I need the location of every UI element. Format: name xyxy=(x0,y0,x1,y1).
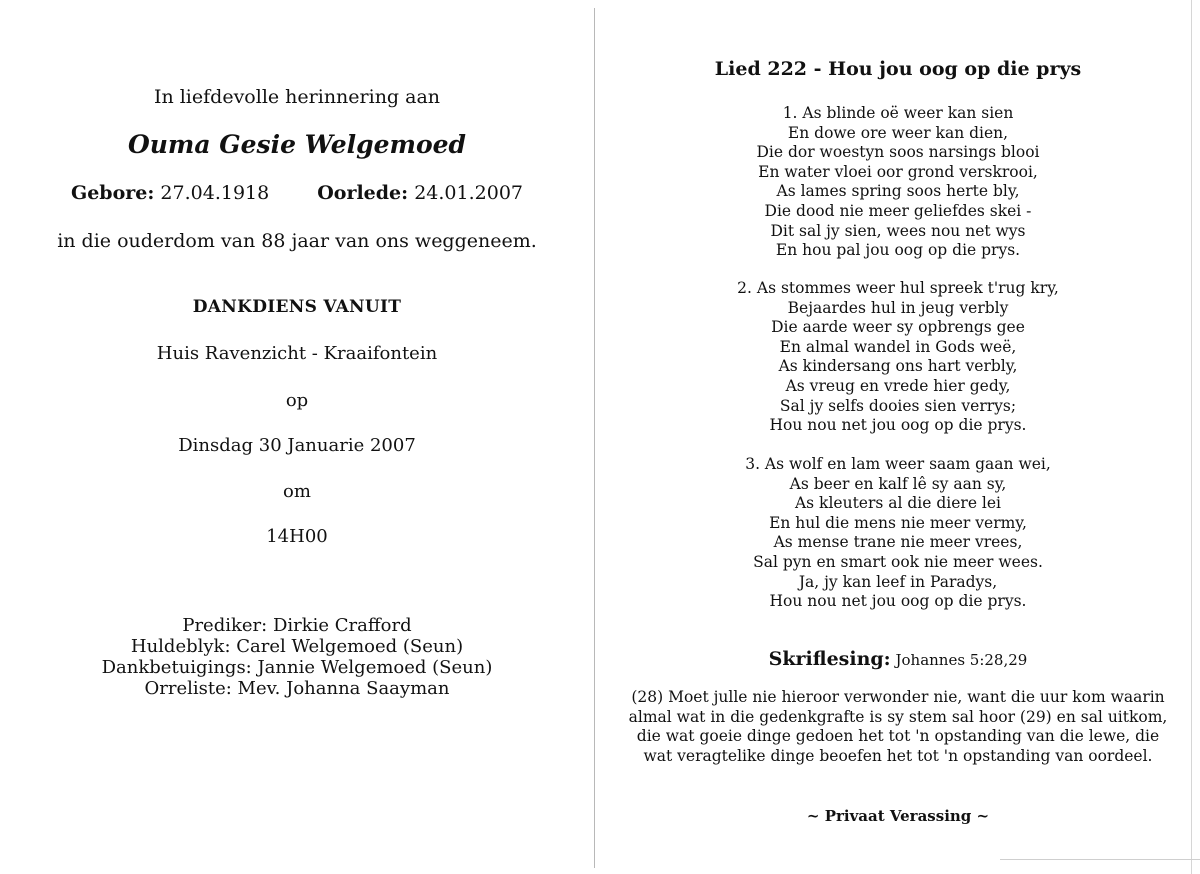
reading-label: Skriflesing: xyxy=(768,648,891,670)
verse-2 xyxy=(596,279,1200,436)
verse-line: As kleuters al die diere lei xyxy=(794,494,1002,513)
passage-line: die wat goeie dinge gedoen het tot 'n opstanding van die lewe, die xyxy=(636,727,1160,746)
verse-line: Hou nou net jou oog op die prys. xyxy=(769,592,1027,611)
verse-line: En hou pal jou oog op die prys. xyxy=(775,241,1021,260)
verse-line: En water vloei oor grond verskrooi, xyxy=(758,162,1038,181)
service-date: Dinsdag 30 Januarie 2007 xyxy=(178,435,416,456)
deceased-name: Ouma Gesie Welgemoed xyxy=(127,130,467,159)
op-word: op xyxy=(285,390,309,411)
roles-list xyxy=(0,615,594,699)
verse-line: Hou nou net jou oog op die prys. xyxy=(769,416,1027,435)
verse-line: Die dor woestyn soos narsings blooi xyxy=(756,143,1040,162)
verse-line: Sal jy selfs dooies sien verrys; xyxy=(779,396,1017,415)
verse-line: Die aarde weer sy opbrengs gee xyxy=(771,318,1025,337)
died-date: 24.01.2007 xyxy=(414,182,523,204)
om-word: om xyxy=(283,481,311,502)
verse-line: En dowe ore weer kan dien, xyxy=(787,123,1009,142)
verse-1 xyxy=(596,104,1200,261)
right-page xyxy=(596,0,1200,874)
venue: Huis Ravenzicht - Kraaifontein xyxy=(156,343,438,364)
born-label: Gebore: xyxy=(70,182,155,204)
verse-line: 2. As stommes weer hul spreek t'rug kry, xyxy=(737,279,1059,297)
verse-line: Bejaardes hul in jeug verbly xyxy=(787,298,1009,317)
closing-note: ~ Privaat Verassing ~ xyxy=(806,807,990,825)
verse-line: As lames spring soos herte bly, xyxy=(776,182,1020,201)
reading-heading xyxy=(596,648,1200,670)
service-time: 14H00 xyxy=(266,526,328,547)
role-line: Orreliste: Mev. Johanna Saayman xyxy=(144,678,450,699)
verse-line: As mense trane nie meer vrees, xyxy=(773,533,1023,552)
passage-line: (28) Moet julle nie hieroor verwonder nie, want die uur kom waarin xyxy=(631,688,1165,706)
passage-line: wat veragtelike dinge beoefen het tot 'n opstanding van oordeel. xyxy=(643,746,1153,765)
verse-line: 1. As blinde oë weer kan sien xyxy=(782,104,1014,122)
died-label: Oorlede: xyxy=(317,182,409,204)
fold-line xyxy=(594,8,595,868)
verse-3 xyxy=(596,455,1200,612)
born-date: 27.04.1918 xyxy=(160,182,270,204)
verse-line: Die dood nie meer geliefdes skei - xyxy=(764,201,1032,220)
verse-line: As vreug en vrede hier gedy, xyxy=(785,376,1011,395)
role-line: Prediker: Dirkie Crafford xyxy=(182,615,412,636)
verse-line: En almal wandel in Gods weë, xyxy=(779,337,1017,356)
role-line: Huldeblyk: Carel Welgemoed (Seun) xyxy=(130,636,464,657)
reading-reference: Johannes 5:28,29 xyxy=(895,651,1028,669)
service-heading: DANKDIENS VANUIT xyxy=(192,297,402,317)
verse-line: En hul die mens nie meer vermy, xyxy=(769,513,1027,532)
hymn-title: Lied 222 - Hou jou oog op die prys xyxy=(714,58,1082,80)
verse-line: 3. As wolf en lam weer saam gaan wei, xyxy=(745,455,1051,473)
left-page xyxy=(0,0,594,874)
verse-line: Sal pyn en smart ook nie meer wees. xyxy=(753,552,1043,571)
verse-line: As kindersang ons hart verbly, xyxy=(778,357,1018,376)
intro-line: In liefdevolle herinnering aan xyxy=(153,86,441,108)
scripture-passage xyxy=(596,688,1200,766)
verse-line: As beer en kalf lê sy aan sy, xyxy=(789,474,1007,493)
verse-line: Dit sal jy sien, wees nou net wys xyxy=(770,221,1026,240)
dates-line xyxy=(0,182,594,204)
verse-line: Ja, jy kan leef in Paradys, xyxy=(798,572,998,591)
passage-line: almal wat in die gedenkgrafte is sy stem sal hoor (29) en sal uitkom, xyxy=(628,707,1168,726)
age-line: in die ouderdom van 88 jaar van ons weggeneem. xyxy=(57,230,537,252)
role-line: Dankbetuigings: Jannie Welgemoed (Seun) xyxy=(101,657,493,678)
